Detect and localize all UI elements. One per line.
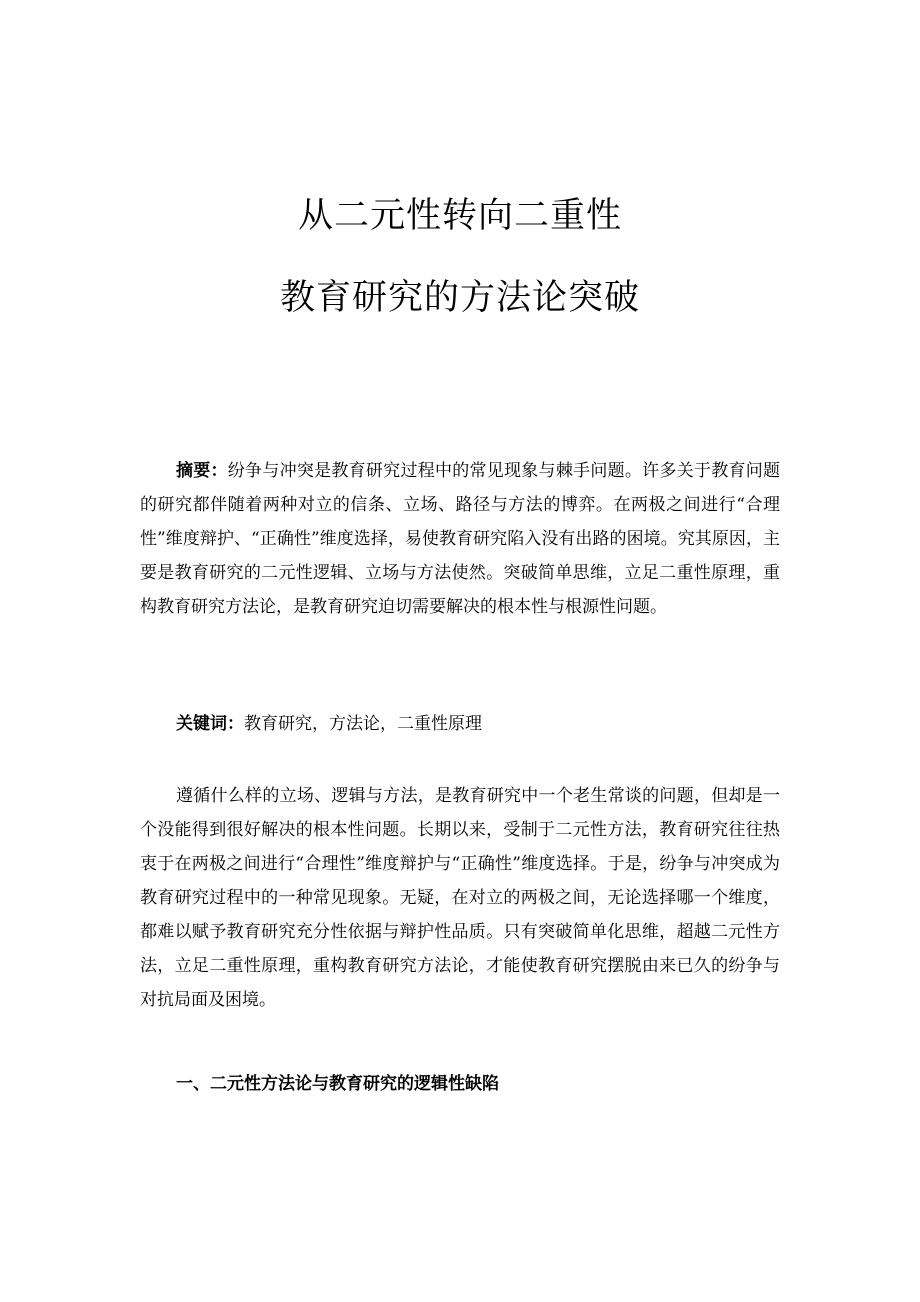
document-subtitle: 教育研究的方法论突破 [279, 278, 640, 318]
section-heading: 一、二元性方法论与教育研究的逻辑性缺陷 [176, 1074, 499, 1094]
keywords-paragraph [140, 707, 780, 741]
intro-paragraph: 遵循什么样的立场、逻辑与方法，是教育研究中一个老生常谈的问题，但却是一个没能得到很好解决的根本性问题。长期以来，受制于二元性方法，教育研究往往热衷于在两极之间进行“合理性”维度辩护与“正确性”维度选择。于是，纷争与冲突成为教育研究过程中的一种常见现象。无疑，在对立的两极之间，无论选择哪一个维度，都难以赋予教育研究充分性依据与辩护性品质。只有突破简单化思维，超越二元性方法，立足二重性原理，重构教育研究方法论，才能使教育研究摆脱由来已久的纷争与对抗局面及困境。 [140, 786, 780, 1010]
abstract-paragraph [140, 454, 780, 624]
document-title: 从二元性转向二重性 [297, 196, 622, 236]
abstract-text: 纷争与冲突是教育研究过程中的常见现象与棘手问题。许多关于教育问题的研究都伴随着两种对立的信条、立场、路径与方法的博弈。在两极之间进行“合理性”维度辩护、“正确性”维度选择，易使教育研究陷入没有出路的困境。究其原因，主要是教育研究的二元性逻辑、立场与方法使然。突破简单思维，立足二重性原理，重构教育研究方法论，是教育研究迫切需要解决的根本性与根源性问题。 [140, 461, 781, 617]
keywords-label: 关键词： [176, 714, 244, 734]
keywords-text: 教育研究，方法论，二重性原理 [244, 714, 482, 734]
abstract-label: 摘要： [176, 461, 228, 481]
